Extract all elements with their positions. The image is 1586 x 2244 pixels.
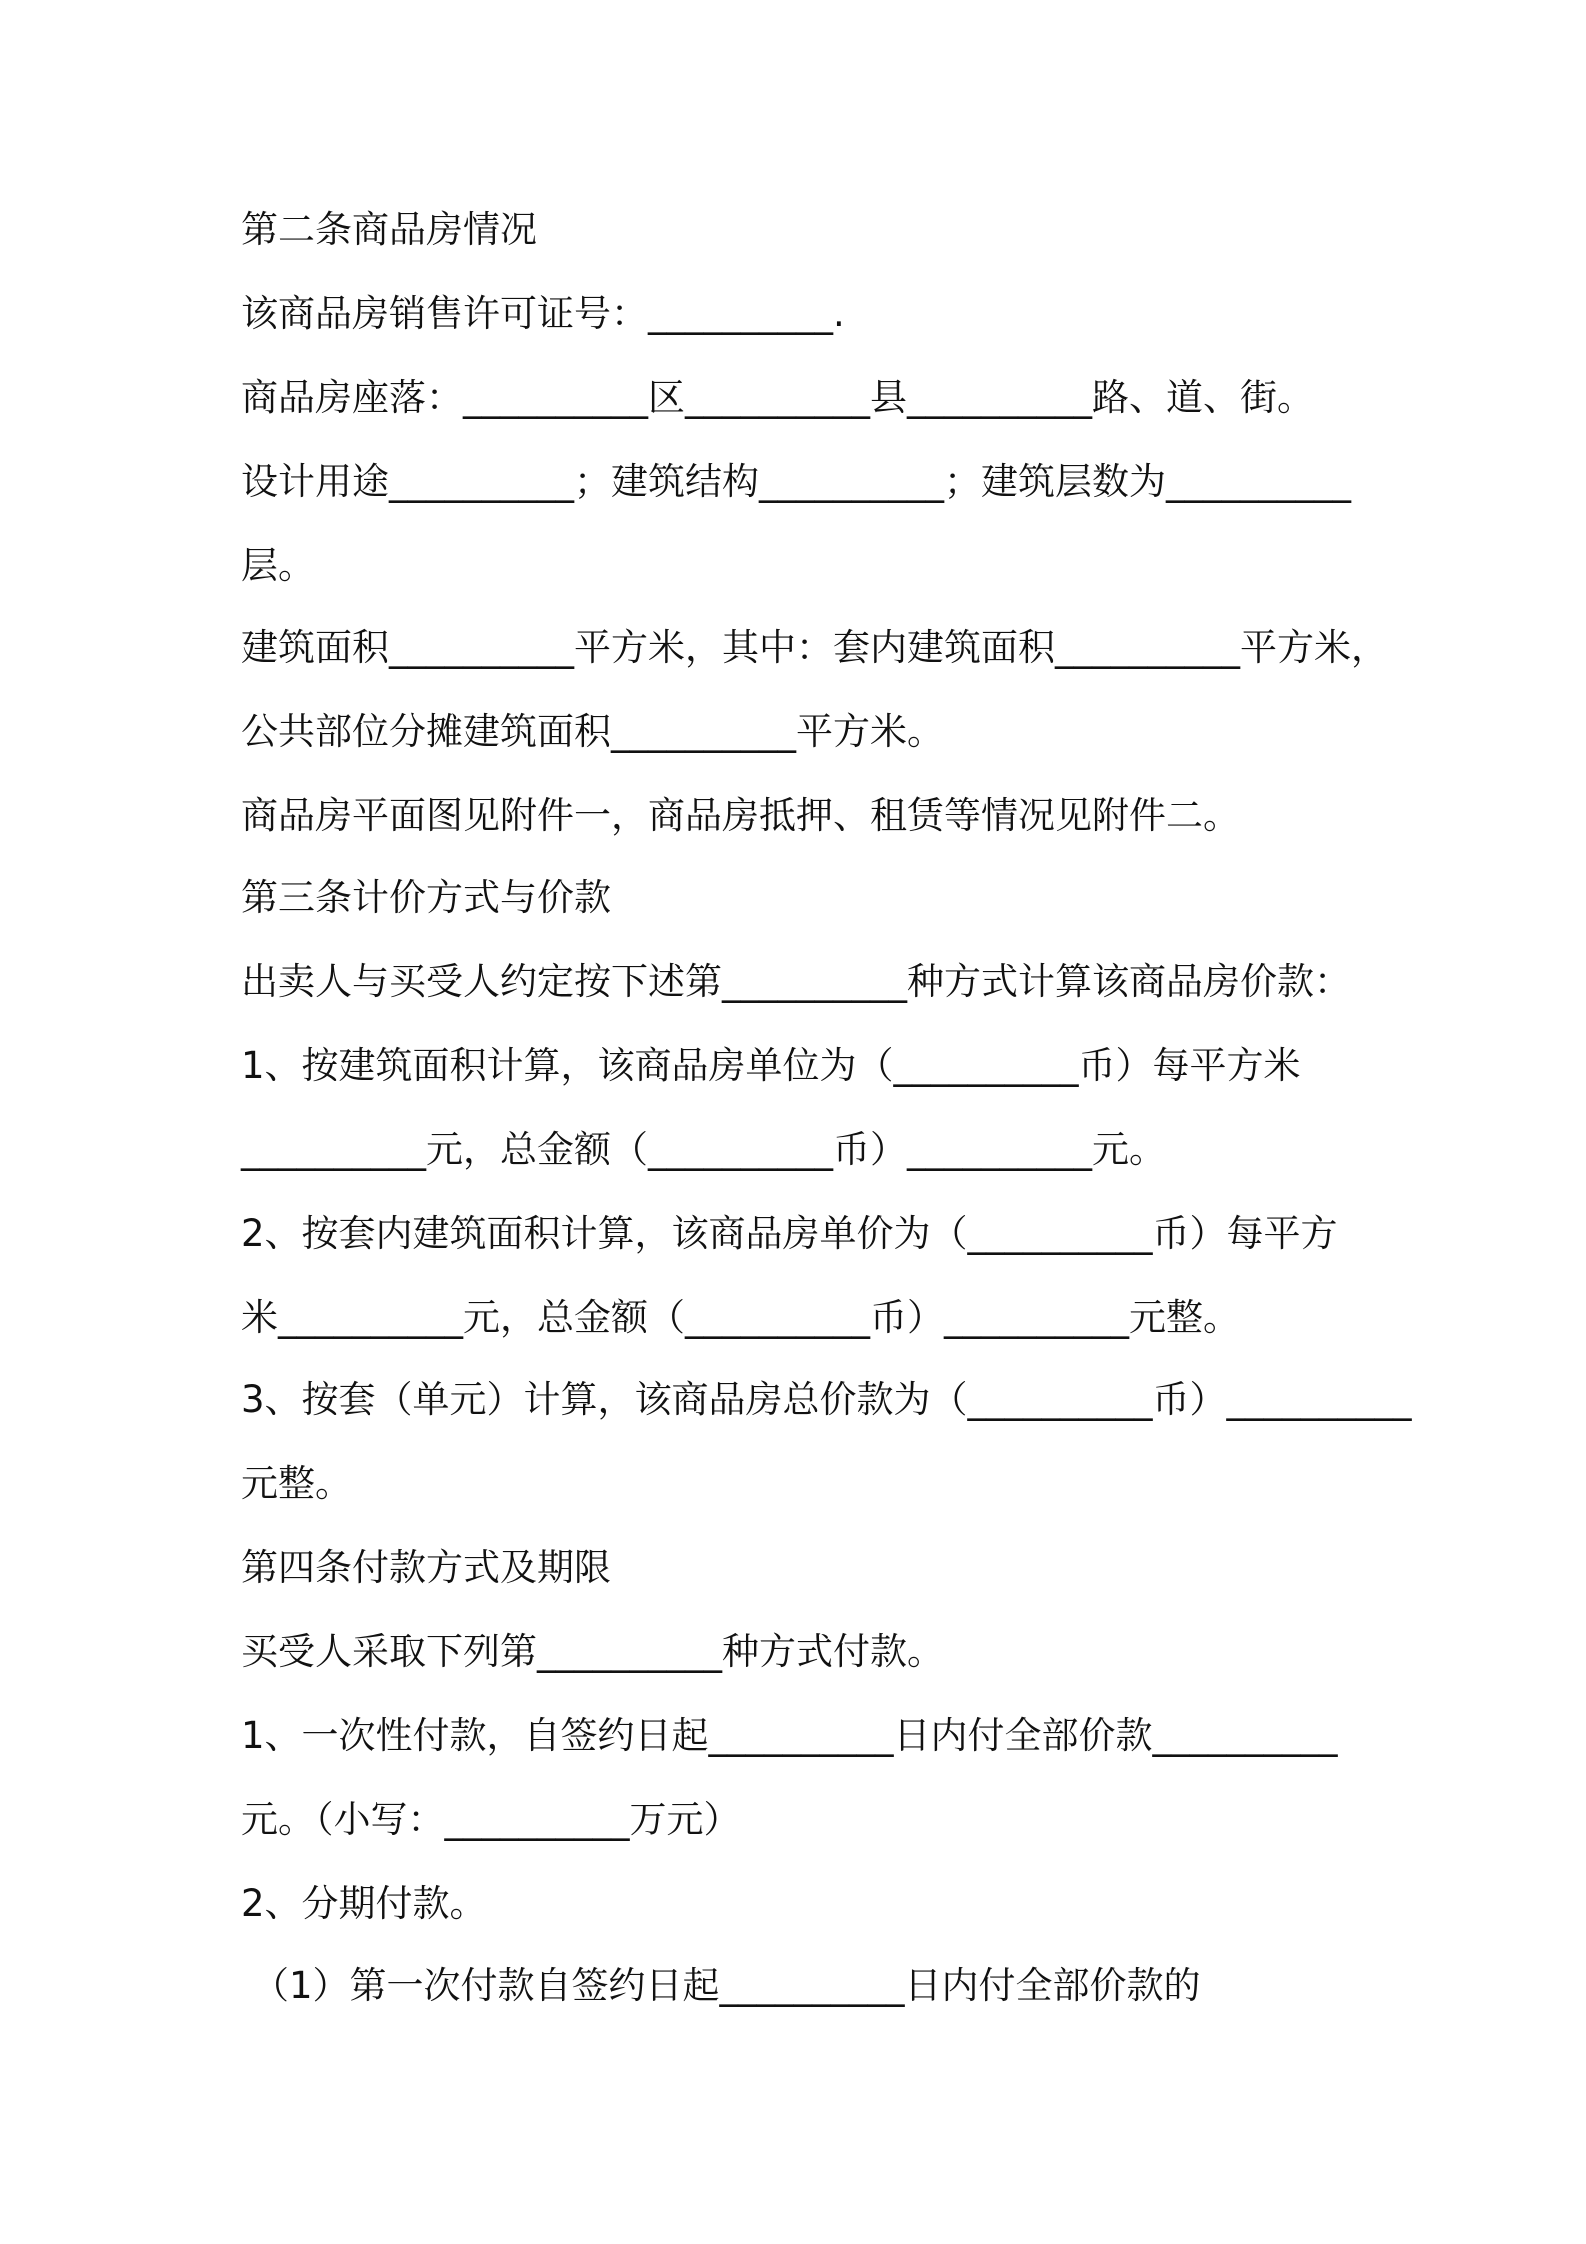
lump-sum-amount-line: 元。（小写：__________万元） bbox=[241, 1798, 741, 1841]
lump-sum-line: 1、一次性付款，自签约日起__________日内付全部价款__________ bbox=[241, 1714, 1338, 1757]
method-3-end-line: 元整。 bbox=[241, 1462, 352, 1505]
location-line: 商品房座落：__________区__________县__________路、道、街。 bbox=[241, 376, 1314, 419]
method-3-line: 3、按套（单元）计算，该商品房总价款为（__________币）__________ bbox=[241, 1378, 1412, 1421]
installment-line: 2、分期付款。 bbox=[241, 1882, 487, 1925]
attachments-line: 商品房平面图见附件一，商品房抵押、租赁等情况见附件二。 bbox=[241, 794, 1240, 837]
floor-area-line: 建筑面积__________平方米，其中：套内建筑面积__________平方米， bbox=[241, 626, 1388, 669]
heading-article-4: 第四条付款方式及期限 bbox=[241, 1546, 611, 1589]
method-2-total-line: 米__________元，总金额（__________币）__________元整。 bbox=[241, 1296, 1240, 1339]
shared-area-line: 公共部位分摊建筑面积__________平方米。 bbox=[241, 710, 944, 753]
method-2-line: 2、按套内建筑面积计算，该商品房单价为（__________币）每平方 bbox=[241, 1212, 1338, 1255]
pricing-method-line: 出卖人与买受人约定按下述第__________种方式计算该商品房价款： bbox=[241, 960, 1351, 1003]
design-use-line: 设计用途__________；建筑结构__________；建筑层数为__________ bbox=[241, 460, 1351, 503]
method-1-total-line: __________元，总金额（__________币）__________元。 bbox=[241, 1128, 1166, 1171]
floors-line-end: 层。 bbox=[241, 544, 315, 587]
sales-permit-line: 该商品房销售许可证号：__________. bbox=[241, 292, 845, 335]
method-1-line: 1、按建筑面积计算，该商品房单位为（__________币）每平方米 bbox=[241, 1044, 1301, 1087]
payment-method-line: 买受人采取下列第__________种方式付款。 bbox=[241, 1630, 944, 1673]
heading-article-2: 第二条商品房情况 bbox=[241, 208, 537, 251]
installment-first-line: （1）第一次付款自签约日起__________日内付全部价款的 bbox=[252, 1964, 1201, 2007]
heading-article-3: 第三条计价方式与价款 bbox=[241, 876, 611, 919]
